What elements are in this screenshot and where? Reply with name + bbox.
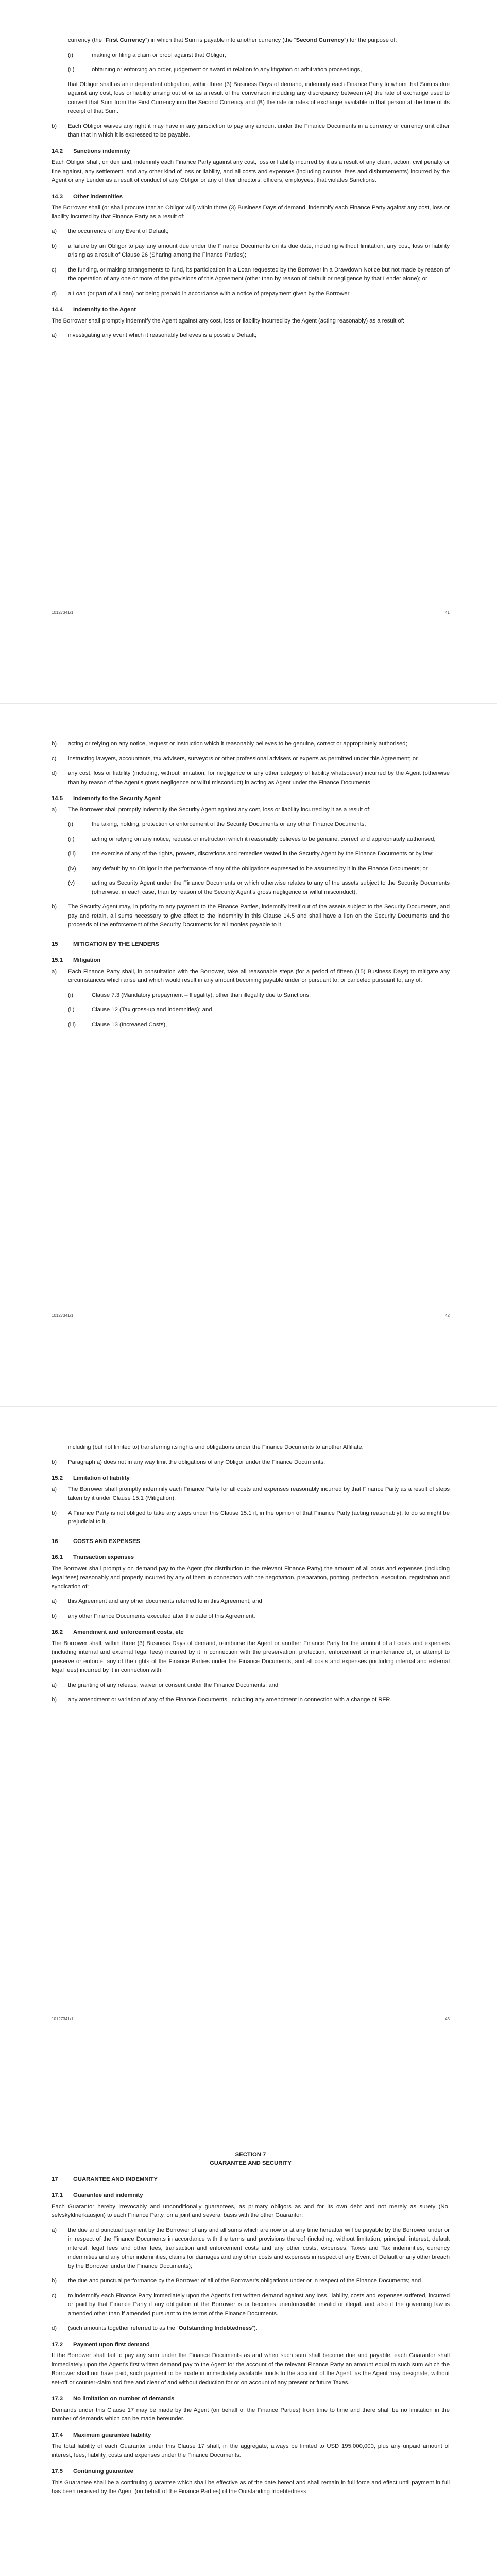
document-reference: 10127341/1 [52,609,74,615]
heading-17-4: 17.4 Maximum guarantee liability [52,2432,151,2438]
page-number: 42 [445,1313,450,1318]
section-number: SECTION 7 [235,2151,266,2158]
sub-item-iii: (iii) Clause 13 (Increased Costs), [68,1021,167,1028]
clause-paragraph: The total liability of each Guarantor under this Clause 17 shall, in the aggregate, always be limited to USD 195,000,000, plus any unpaid amount of interest, fees, liability, costs and expenses under the Finance Documents. [52,2443,450,2459]
item-b: b) A Finance Party is not obliged to take any steps under this Clause 15.1 if, in the opinion of that Finance Party (acting reasonably), to do so might be prejudicial to it. [52,1510,450,1525]
heading-17-5: 17.5 Continuing guarantee [52,2468,133,2475]
clause-paragraph: The Borrower shall promptly indemnify the Agent against any cost, loss or liability incurred by the Agent (acting reasonably) as a result of: [52,317,405,324]
document-reference: 10127341/1 [52,1313,74,1318]
sub-item-iii: (iii) the exercise of any of the rights, powers, discretions and remedies vested in the Security Agent by the Finance Documents or by law; [68,851,434,857]
sub-item-ii: (ii) Clause 12 (Tax gross-up and indemnities); and [68,1007,212,1013]
item-d: d) any cost, loss or liability (including, without limitation, for negligence or any other category of liability whatsoever) incurred by the Agent (otherwise than by reason of the Agent’s gross negligence or wilful misconduct) in acting as Agent under the Finance Documents. [52,770,450,786]
page-body [52,36,450,346]
section-title: GUARANTEE AND SECURITY [209,2160,292,2166]
page-body [52,2146,450,2502]
page-footer [52,1313,450,1319]
clause-paragraph: If the Borrower shall fail to pay any sum under the Finance Documents as and when such sum shall become due and payable, each Guarantor shall immediately upon the Agent’s first written demand pay to the Agent for the account of the relevant Finance Party an amount equal to such sum which the Borrower shall not have paid, such payment to be made in immediately available funds to the account of the Agent, as the Agent may designate, without set-off or counter-claim and free and clear of and without deduction for or on account of any present or future Taxes. [52,2352,450,2386]
heading-14-2: 14.2 Sanctions indemnity [52,148,130,155]
item-b: b) the due and punctual performance by the Borrower of all of the Borrower’s obligations under or in respect of the Finance Documents; and [52,2278,421,2284]
document-page-41 [0,0,497,703]
item-a: a) the due and punctual payment by the Borrower of any and all sums which are now or at any time hereafter will be payable by the Borrower under or in respect of the Finance Documents in accordance with the terms and provisions thereof (including, without limitation, principal, interest, default interest, legal fees and other fees, transaction and enforcement costs and any other costs, expenses, Taxes and Tax indemnities, currency indemnities and any other indemnities, claims for damages and any other costs and expenses in respect of any Event of Default or any other breach by the Borrower under the Finance Documents); [52,2227,450,2269]
item-a: a) the occurrence of any Event of Default; [52,228,169,234]
page-footer [52,2016,450,2022]
item-a: a) this Agreement and any other documents referred to in this Agreement; and [52,1598,262,1604]
heading-17-3: 17.3 No limitation on number of demands [52,2396,175,2402]
clause-paragraph: that Obligor shall as an independent obligation, within three (3) Business Days of demand, indemnify each Finance Party to whom that Sum is due against any cost, loss or liability arising out of or as a result of the conversion including any discrepancy between (A) the rate of exchange used to convert that Sum from the First Currency into the Second Currency and (B) the rate or rates of exchange available to that person at the time of its receipt of that Sum. [68,81,450,114]
sub-item-i: (i) making or filing a claim or proof against that Obligor; [68,52,227,58]
item-d: d) (such amounts together referred to as the “Outstanding Indebtedness”). [52,2325,258,2332]
item-b: b) acting or relying on any notice, request or instruction which it reasonably believes to be genuine, correct or appropriately authorised; [52,741,407,747]
page-number: 43 [445,2016,450,2021]
item-b: b) any amendment or variation of any of the Finance Documents, including any amendment in connection with a change of RFR. [52,1697,392,1703]
heading-17-2: 17.2 Payment upon first demand [52,2341,150,2348]
item-c: c) to indemnify each Finance Party immediately upon the Agent’s first written demand against any loss, liability, costs and expenses suffered, incurred or paid by that Finance Party if any obligation of the Borrower is or becomes unenforceable, invalid or illegal, and also if the governing law is amended other than if amended pursuant to the terms of the Finance Documents. [52,2292,450,2317]
heading-14-3: 14.3 Other indemnities [52,193,123,200]
heading-15-1: 15.1 Mitigation [52,957,101,963]
heading-15: 15 MITIGATION BY THE LENDERS [52,941,160,947]
page-body [52,1443,450,1710]
item-b: b) Each Obligor waives any right it may have in any jurisdiction to pay any amount under the Finance Documents in a currency or currency unit other than that in which it is expressed to be payable. [52,123,450,138]
document-page-44 [0,2110,497,2576]
item-b: b) any other Finance Documents executed after the date of this Agreement. [52,1613,255,1619]
clause-paragraph: Each Obligor shall, on demand, indemnify each Finance Party against any cost, loss or liability incurred by it as a result of any claim, action, civil penalty or fine against, any settlement, and any other kind of loss or liability, and all costs and expenses (including counsel fees and disbursements) incurred by the Agent or any Lender as a result of conduct of any Obligor or any of their directors, officers, employees, that violates Sanctions. [52,159,450,183]
document-page-43 [0,1406,497,2110]
item-d: d) a Loan (or part of a Loan) not being prepaid in accordance with a notice of prepayment given by the Borrower. [52,290,351,297]
item-a: a) The Borrower shall promptly indemnify each Finance Party for all costs and expenses reasonably incurred by that Finance Party as a result of steps taken by it under Clause 15.1 (Mitigation). [52,1486,450,1501]
item-b: b) Paragraph a) does not in any way limit the obligations of any Obligor under the Finance Documents. [52,1459,325,1465]
heading-16-2: 16.2 Amendment and enforcement costs, etc [52,1629,184,1635]
sub-item-i: (i) Clause 7.3 (Mandatory prepayment – Illegality), other than illegality due to Sanctions; [68,992,311,998]
clause-paragraph: The Borrower shall, within three (3) Business Days of demand, reimburse the Agent or another Finance Party for the amount of all costs and expenses (including internal and external legal fees) incurred by it in connection with the preservation, protection, enforcement or maintenance of, or attempt to preserve or enforce, any of the rights of the Finance Parties under the Finance Documents, and all costs and expenses (including internal and external legal fees) incurred by it in connection with: [52,1640,450,1673]
page-body [52,740,450,1035]
page-footer [52,609,450,616]
item-a: a) investigating any event which it reasonably believes is a possible Default; [52,332,257,338]
heading-17: 17 GUARANTEE AND INDEMNITY [52,2176,158,2182]
heading-17-1: 17.1 Guarantee and indemnity [52,2192,143,2199]
item-c: c) the funding, or making arrangements to fund, its participation in a Loan requested by the Borrower in a Drawdown Notice but not made by reason of the operation of any one or more of the provisions of this Agreement (other than by reason of default or negligence by that Lender alone); or [52,266,450,282]
clause-paragraph: Each Guarantor hereby irrevocably and unconditionally guarantees, as primary obligors as and for its own debt and not merely as surety (No. selvskyldnerkausjon) to each Finance Party, on a joint and several basis with the other Guarantor: [52,2203,450,2219]
sub-item-i: (i) the taking, holding, protection or enforcement of the Security Documents or any other Finance Documents, [68,821,366,827]
sub-item-v: (v) acting as Security Agent under the Finance Documents or which otherwise relates to any of the assets subject to the Security Documents (otherwise, in each case, than by reason of the Security Agent’s gross negligence or wilful misconduct). [68,880,450,895]
item-b: b) a failure by an Obligor to pay any amount due under the Finance Documents on its due date, including without limitation, any cost, loss or liability arising as a result of Clause 26 (Sharing among the Finance Parties); [52,243,450,258]
heading-15-2: 15.2 Limitation of liability [52,1475,130,1481]
heading-14-5: 14.5 Indemnity to the Security Agent [52,795,161,802]
item-c: c) instructing lawyers, accountants, tax advisers, surveyors or other professional advisers or experts as permitted under this Agreement; or [52,755,418,762]
heading-14-4: 14.4 Indemnity to the Agent [52,307,136,313]
page-number: 41 [445,609,450,615]
sub-item-iv: (iv) any default by an Obligor in the performance of any of the obligations expressed to be assumed by it in the Finance Documents; or [68,865,428,872]
defined-term: Outstanding Indebtedness [178,2325,252,2332]
document-reference: 10127341/1 [52,2016,74,2021]
item-a: a) The Borrower shall promptly indemnify the Security Agent against any cost, loss or liability incurred by it as a result of: [52,806,371,813]
clause-paragraph: The Borrower shall (or shall procure that an Obligor will) within three (3) Business Days of demand, indemnify each Finance Party against any cost, loss or liability incurred by that Finance Party as a result of: [52,205,450,220]
clause-paragraph: The Borrower shall promptly on demand pay to the Agent (for distribution to the relevant Finance Party) the amount of all costs and expenses (including legal fees) reasonably and properly incurred by any of them in connection with the negotiation, preparation, printing, perfection, execution, registration and syndication of: [52,1565,450,1590]
clause-paragraph: currency (the “First Currency”) in which that Sum is payable into another currency (the “Second Currency”) for the purpose of: [68,37,397,43]
sub-item-ii: (ii) acting or relying on any notice, request or instruction which it reasonably believes to be genuine, correct and appropriately authorised; [68,836,436,842]
item-a: a) Each Finance Party shall, in consultation with the Borrower, take all reasonable steps (for a period of fifteen (15) Business Days) to mitigate any circumstances which arise and which would result in any amount becoming payable under or pursuant to, or canceled pursuant to, any of: [52,968,450,984]
sub-item-ii: (ii) obtaining or enforcing an order, judgement or award in relation to any litigation or arbitration proceedings, [68,66,362,73]
clause-paragraph: This Guarantee shall be a continuing guarantee which shall be effective as of the date hereof and shall remain in full force and effect until payment in full has been received by the Agent (on behalf of the Finance Parties) of the Outstanding Indebtedness. [52,2479,450,2495]
clause-paragraph: including (but not limited to) transferring its rights and obligations under the Finance Documents to another Affiliate. [68,1444,364,1450]
heading-16: 16 COSTS AND EXPENSES [52,1538,141,1545]
heading-16-1: 16.1 Transaction expenses [52,1554,134,1561]
item-b: b) The Security Agent may, in priority to any payment to the Finance Parties, indemnify itself out of the assets subject to the Security Documents, and pay and retain, all sums necessary to give effect to the indemnity in this Clause 14.5 and shall have a lien on the Security Documents and the proceeds of the enforcement of the Security Documents for all monies payable to it. [52,904,450,928]
document-page-42 [0,703,497,1406]
clause-paragraph: Demands under this Clause 17 may be made by the Agent (on behalf of the Finance Parties) from time to time and there shall be no limitation in the number of demands which can be made hereunder. [52,2406,450,2422]
item-a: a) the granting of any release, waiver or consent under the Finance Documents; and [52,1682,279,1688]
